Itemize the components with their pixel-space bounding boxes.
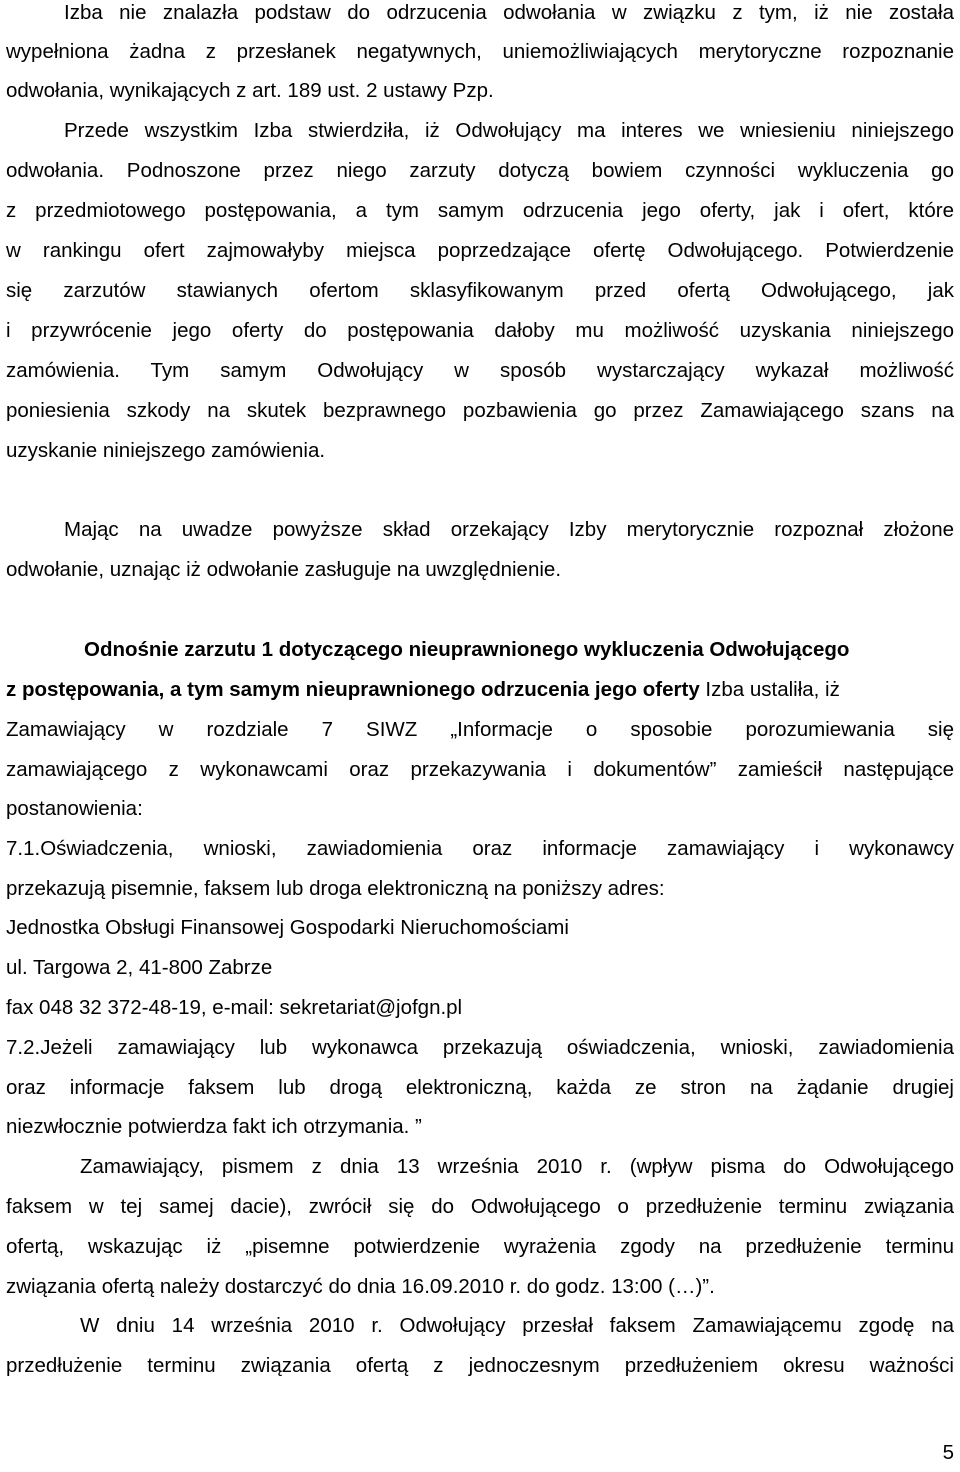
text-line: Mając na uwadze powyższe skład orzekający Izby merytorycznie rozpoznał złożone	[64, 518, 954, 541]
text-line: uzyskanie niniejszego zamówienia.	[6, 439, 326, 462]
text-line: zamawiającego z wykonawcami oraz przekazywania i dokumentów” zamieścił następujące	[6, 758, 954, 781]
text-line: przekazują pisemnie, faksem lub droga elektroniczną na poniższy adres:	[6, 877, 665, 900]
text-line: Jednostka Obsługi Finansowej Gospodarki Nieruchomościami	[6, 916, 569, 939]
text-line: odwołania, wynikających z art. 189 ust. 2 ustawy Pzp.	[6, 79, 494, 102]
text-line: Przede wszystkim Izba stwierdziła, iż Odwołujący ma interes we wniesieniu niniejszego	[64, 119, 954, 142]
text-line: poniesienia szkody na skutek bezprawnego pozbawienia go przez Zamawiającego szans na	[6, 399, 954, 422]
text-run: Izba ustaliła, iż	[699, 678, 840, 701]
text-line: postanowienia:	[6, 797, 143, 820]
page-number: 5	[942, 1441, 954, 1464]
text-line: Zamawiający w rozdziale 7 SIWZ „Informacje o sposobie porozumiewania się	[6, 718, 954, 741]
text-line: i przywrócenie jego oferty do postępowania dałoby mu możliwość uzyskania niniejszego	[6, 319, 954, 342]
section-heading-cont: z postępowania, a tym samym nieuprawnionego odrzucenia jego oferty	[6, 678, 700, 701]
text-line: niezwłocznie potwierdza fakt ich otrzymania. ”	[6, 1115, 422, 1138]
text-line: z przedmiotowego postępowania, a tym samym odrzucenia jego oferty, jak i ofert, które	[6, 199, 954, 222]
text-line: odwołanie, uznając iż odwołanie zasługuje na uwzględnienie.	[6, 558, 562, 581]
text-line: ofertą, wskazując iż „pisemne potwierdzenie wyrażenia zgody na przedłużenie terminu	[6, 1235, 954, 1258]
text-line: oraz informacje faksem lub drogą elektroniczną, każda ze stron na żądanie drugiej	[6, 1076, 954, 1099]
text-line: zamówienia. Tym samym Odwołujący w sposób wystarczający wykazał możliwość	[6, 359, 954, 382]
section-heading: Odnośnie zarzutu 1 dotyczącego nieuprawnionego wykluczenia Odwołującego	[84, 638, 850, 661]
text-line: 7.2.Jeżeli zamawiający lub wykonawca przekazują oświadczenia, wnioski, zawiadomienia	[6, 1036, 954, 1059]
text-line: W dniu 14 września 2010 r. Odwołujący przesłał faksem Zamawiającemu zgodę na	[80, 1314, 954, 1337]
text-line: się zarzutów stawianych ofertom sklasyfikowanym przed ofertą Odwołującego, jak	[6, 279, 954, 302]
text-line: 7.1.Oświadczenia, wnioski, zawiadomienia oraz informacje zamawiający i wykonawcy	[6, 837, 954, 860]
text-line	[6, 677, 954, 703]
text-line: związania ofertą należy dostarczyć do dnia 16.09.2010 r. do godz. 13:00 (…)”.	[6, 1275, 715, 1298]
text-line: w rankingu ofert zajmowałyby miejsca poprzedzające ofertę Odwołującego. Potwierdzenie	[6, 239, 954, 262]
text-line: odwołania. Podnoszone przez niego zarzuty dotyczą bowiem czynności wykluczenia go	[6, 159, 954, 182]
text-line: Zamawiający, pismem z dnia 13 września 2010 r. (wpływ pisma do Odwołującego	[80, 1155, 954, 1178]
text-line: Izba nie znalazła podstaw do odrzucenia odwołania w związku z tym, iż nie została	[64, 1, 954, 24]
text-line: przedłużenie terminu związania ofertą z jednoczesnym przedłużeniem okresu ważności	[6, 1354, 954, 1377]
text-line: wypełniona żadna z przesłanek negatywnych, uniemożliwiających merytoryczne rozpoznanie	[6, 40, 954, 63]
text-line: fax 048 32 372-48-19, e-mail: sekretariat@jofgn.pl	[6, 996, 463, 1019]
text-line: faksem w tej samej dacie), zwrócił się do Odwołującego o przedłużenie terminu związania	[6, 1195, 954, 1218]
text-line: ul. Targowa 2, 41-800 Zabrze	[6, 956, 273, 979]
